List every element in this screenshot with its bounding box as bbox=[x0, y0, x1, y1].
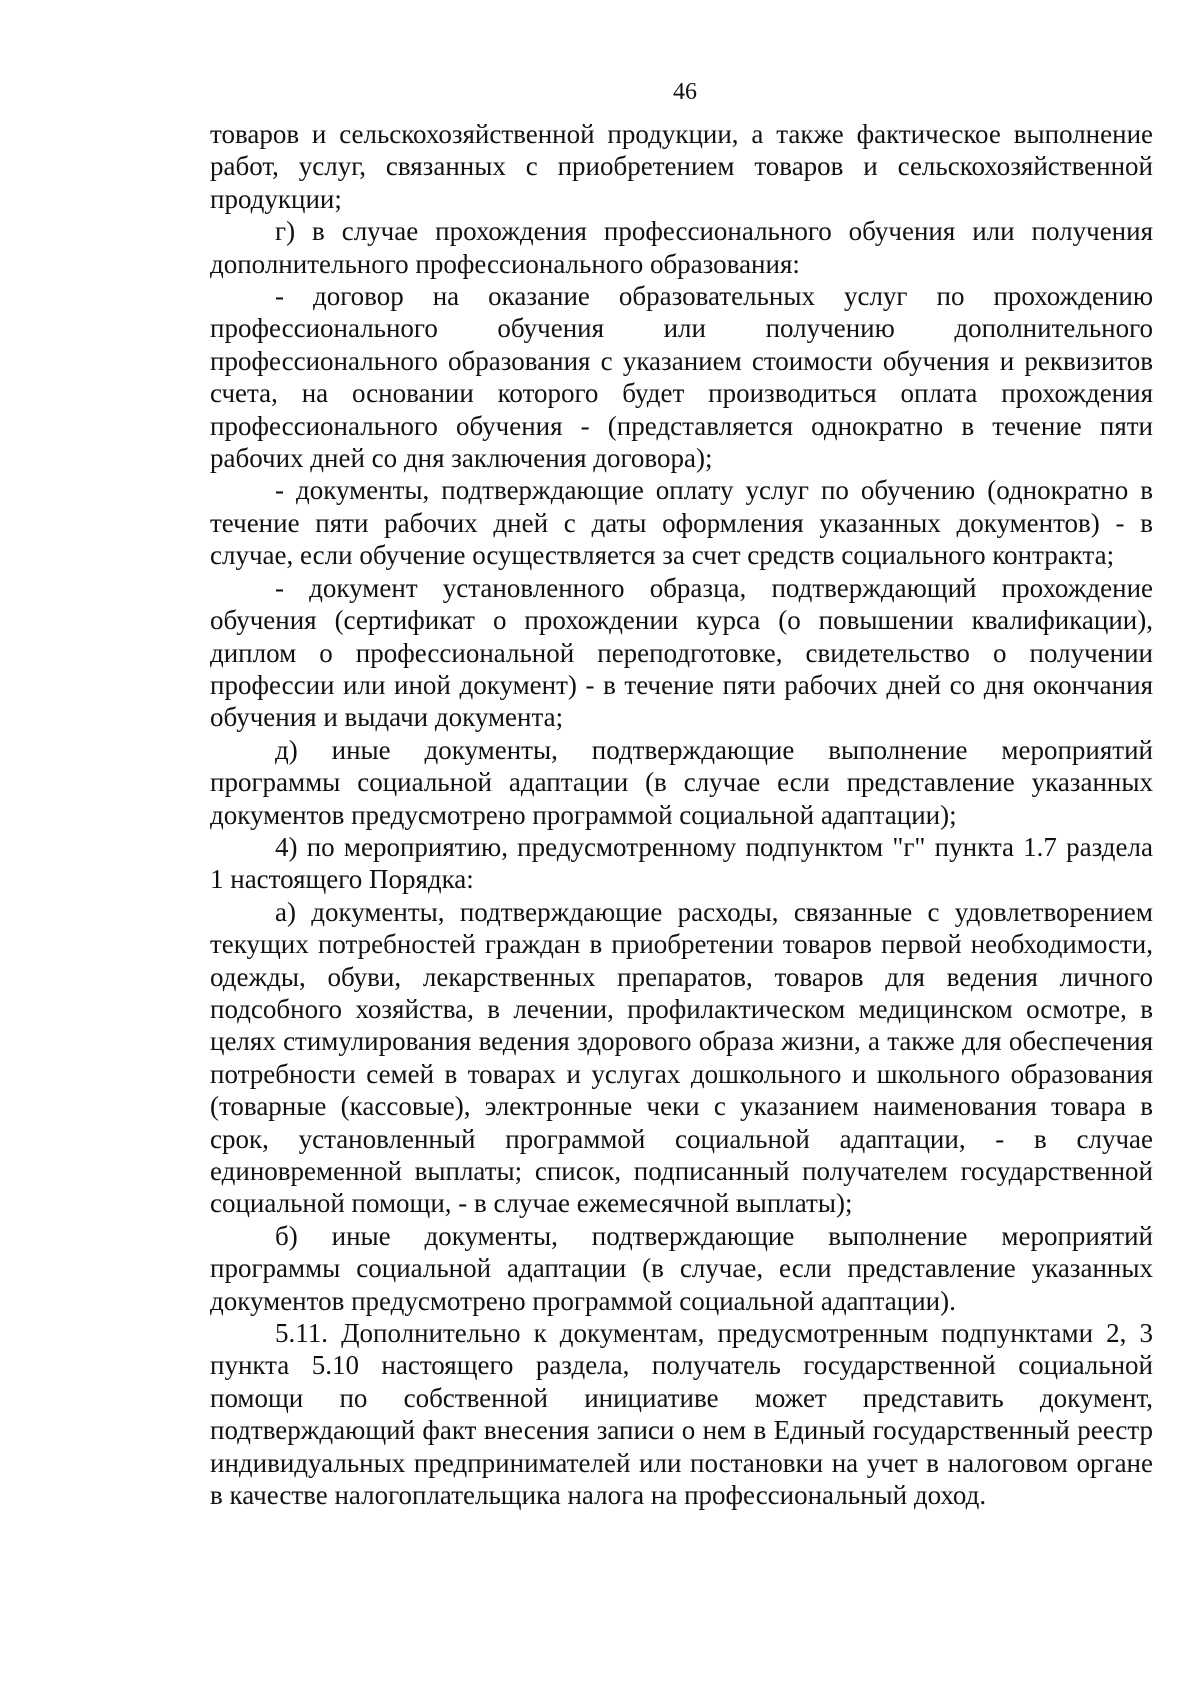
paragraph-payment-documents: - документы, подтверждающие оплату услуг по обучению (однократно в течение пяти рабочих дней с даты оформления указанных документов) - в случае, если обучение осуществляется за счет средств социального контракта; bbox=[210, 475, 1153, 571]
paragraph-item-a: а) документы, подтверждающие расходы, связанные с удовлетворением текущих потребностей граждан в приобретении товаров первой необходимости, одежды, обуви, лекарственных препаратов, товаров для ведения личного подсобного хозяйства, в лечении, профилактическом медицинском осмотре, в целях стимулирования ведения здорового образа жизни, а также для обеспечения потребности семей в товарах и услугах дошкольного и школьного образования (товарные (кассовые), электронные чеки с указанием наименования товара в срок, установленный программой социальной адаптации, - в случае единовременной выплаты; список, подписанный получателем государственной социальной помощи, - в случае ежемесячной выплаты); bbox=[210, 896, 1153, 1219]
document-body bbox=[210, 118, 1153, 1511]
paragraph-contract: - договор на оказание образовательных услуг по прохождению профессионального обучения или получению дополнительного профессионального образования с указанием стоимости обучения и реквизитов счета, на основании которого будет производиться оплата прохождения профессионального обучения - (представляется однократно в течение пяти рабочих дней со дня заключения договора); bbox=[210, 281, 1153, 474]
page-number: 46 bbox=[673, 79, 697, 105]
paragraph-item-d: д) иные документы, подтверждающие выполнение мероприятий программы социальной адаптации (в случае если представление указанных документов предусмотрено программой социальной адаптации); bbox=[210, 734, 1153, 830]
paragraph-item-4: 4) по мероприятию, предусмотренному подпунктом "г" пункта 1.7 раздела 1 настоящего Порядка: bbox=[210, 831, 1153, 895]
paragraph-item-g: г) в случае прохождения профессионального обучения или получения дополнительного профессионального образования: bbox=[210, 216, 1153, 279]
paragraph-continuation: товаров и сельскохозяйственной продукции, а также фактическое выполнение работ, услуг, связанных с приобретением товаров и сельскохозяйственной продукции; bbox=[210, 119, 1153, 214]
paragraph-5-11: 5.11. Дополнительно к документам, предусмотренным подпунктами 2, 3 пункта 5.10 настоящего раздела, получатель государственной социальной помощи по собственной инициативе может представить документ, подтверждающий факт внесения записи о нем в Единый государственный реестр индивидуальных предпринимателей или постановки на учет в налоговом органе в качестве налогоплательщика налога на профессиональный доход. bbox=[210, 1318, 1153, 1511]
paragraph-certificate: - документ установленного образца, подтверждающий прохождение обучения (сертификат о прохождении курса (о повышении квалификации), диплом о профессиональной переподготовке, свидетельство о получении профессии или иной документ) - в течение пяти рабочих дней со дня окончания обучения и выдачи документа; bbox=[210, 572, 1153, 733]
paragraph-item-b: б) иные документы, подтверждающие выполнение мероприятий программы социальной адаптации (в случае, если представление указанных документов предусмотрено программой социальной адаптации). bbox=[210, 1220, 1153, 1316]
